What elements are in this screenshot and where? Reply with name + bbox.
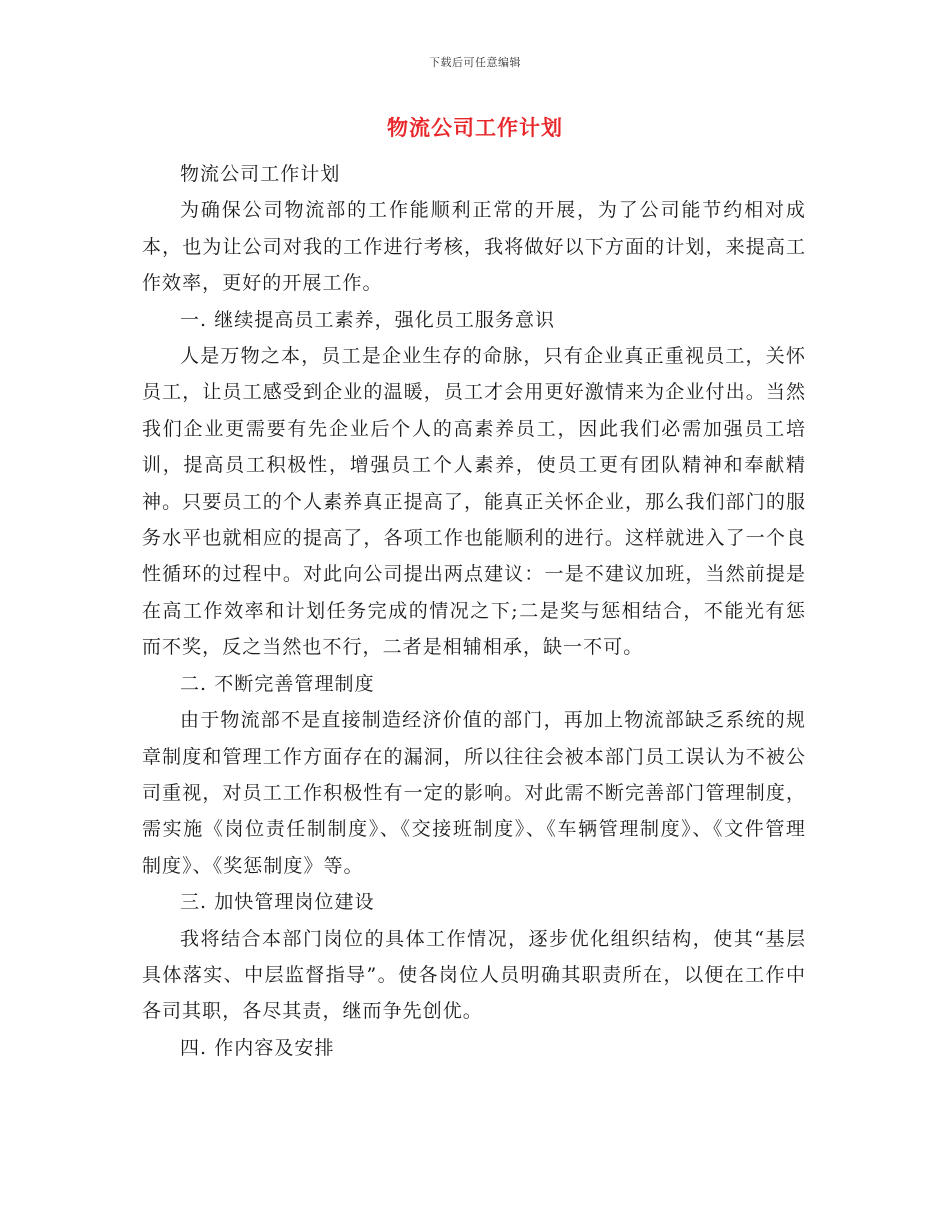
section-heading-2: 二. 不断完善管理制度 [180, 672, 375, 695]
section-heading-3: 三. 加快管理岗位建设 [180, 891, 375, 914]
document-title: 物流公司工作计划 [387, 115, 563, 140]
paragraph-section-3: 我将结合本部门岗位的具体工作情况，逐步优化组织结构，使其“基层具体落实、中层监督指导”。使各岗位人员明确其职责所在，以便在工作中各司其职，各尽其责，继而争先创优。 [142, 927, 806, 1023]
paragraph-intro: 为确保公司物流部的工作能顺利正常的开展，为了公司能节约相对成本，也为让公司对我的工作进行考核，我将做好以下方面的计划，来提高工作效率，更好的开展工作。 [142, 199, 806, 295]
paragraph-section-1: 人是万物之本，员工是企业生存的命脉，只有企业真正重视员工，关怀员工，让员工感受到企业的温暖，员工才会用更好激情来为企业付出。当然我们企业更需要有先企业后个人的高素养员工，因此我们必需加强员工培训，提高员工积极性，增强员工个人素养，使员工更有团队精神和奉献精神。只要员工的个人素养真正提高了，能真正关怀企业，那么我们部门的服务水平也就相应的提高了，各项工作也能顺利的进行。这样就进入了一个良性循环的过程中。对此向公司提出两点建议：一是不建议加班，当然前提是在高工作效率和计划任务完成的情况之下;二是奖与惩相结合，不能光有惩而不奖，反之当然也不行，二者是相辅相承，缺一不可。 [142, 345, 806, 659]
paragraph-section-2: 由于物流部不是直接制造经济价值的部门，再加上物流部缺乏系统的规章制度和管理工作方面存在的漏洞，所以往往会被本部门员工误认为不被公司重视，对员工工作积极性有一定的影响。对此需不断完善部门管理制度，需实施《岗位责任制制度》、《交接班制度》、《车辆管理制度》、《文件管理制度》、《奖惩制度》等。 [142, 709, 806, 877]
section-heading-1: 一. 继续提高员工素养，强化员工服务意识 [180, 308, 556, 331]
page-header: 下载后可任意编辑 [429, 56, 521, 69]
section-heading-4: 四. 作内容及安排 [180, 1036, 335, 1059]
document-body [142, 156, 806, 1066]
paragraph-subtitle: 物流公司工作计划 [180, 163, 341, 185]
